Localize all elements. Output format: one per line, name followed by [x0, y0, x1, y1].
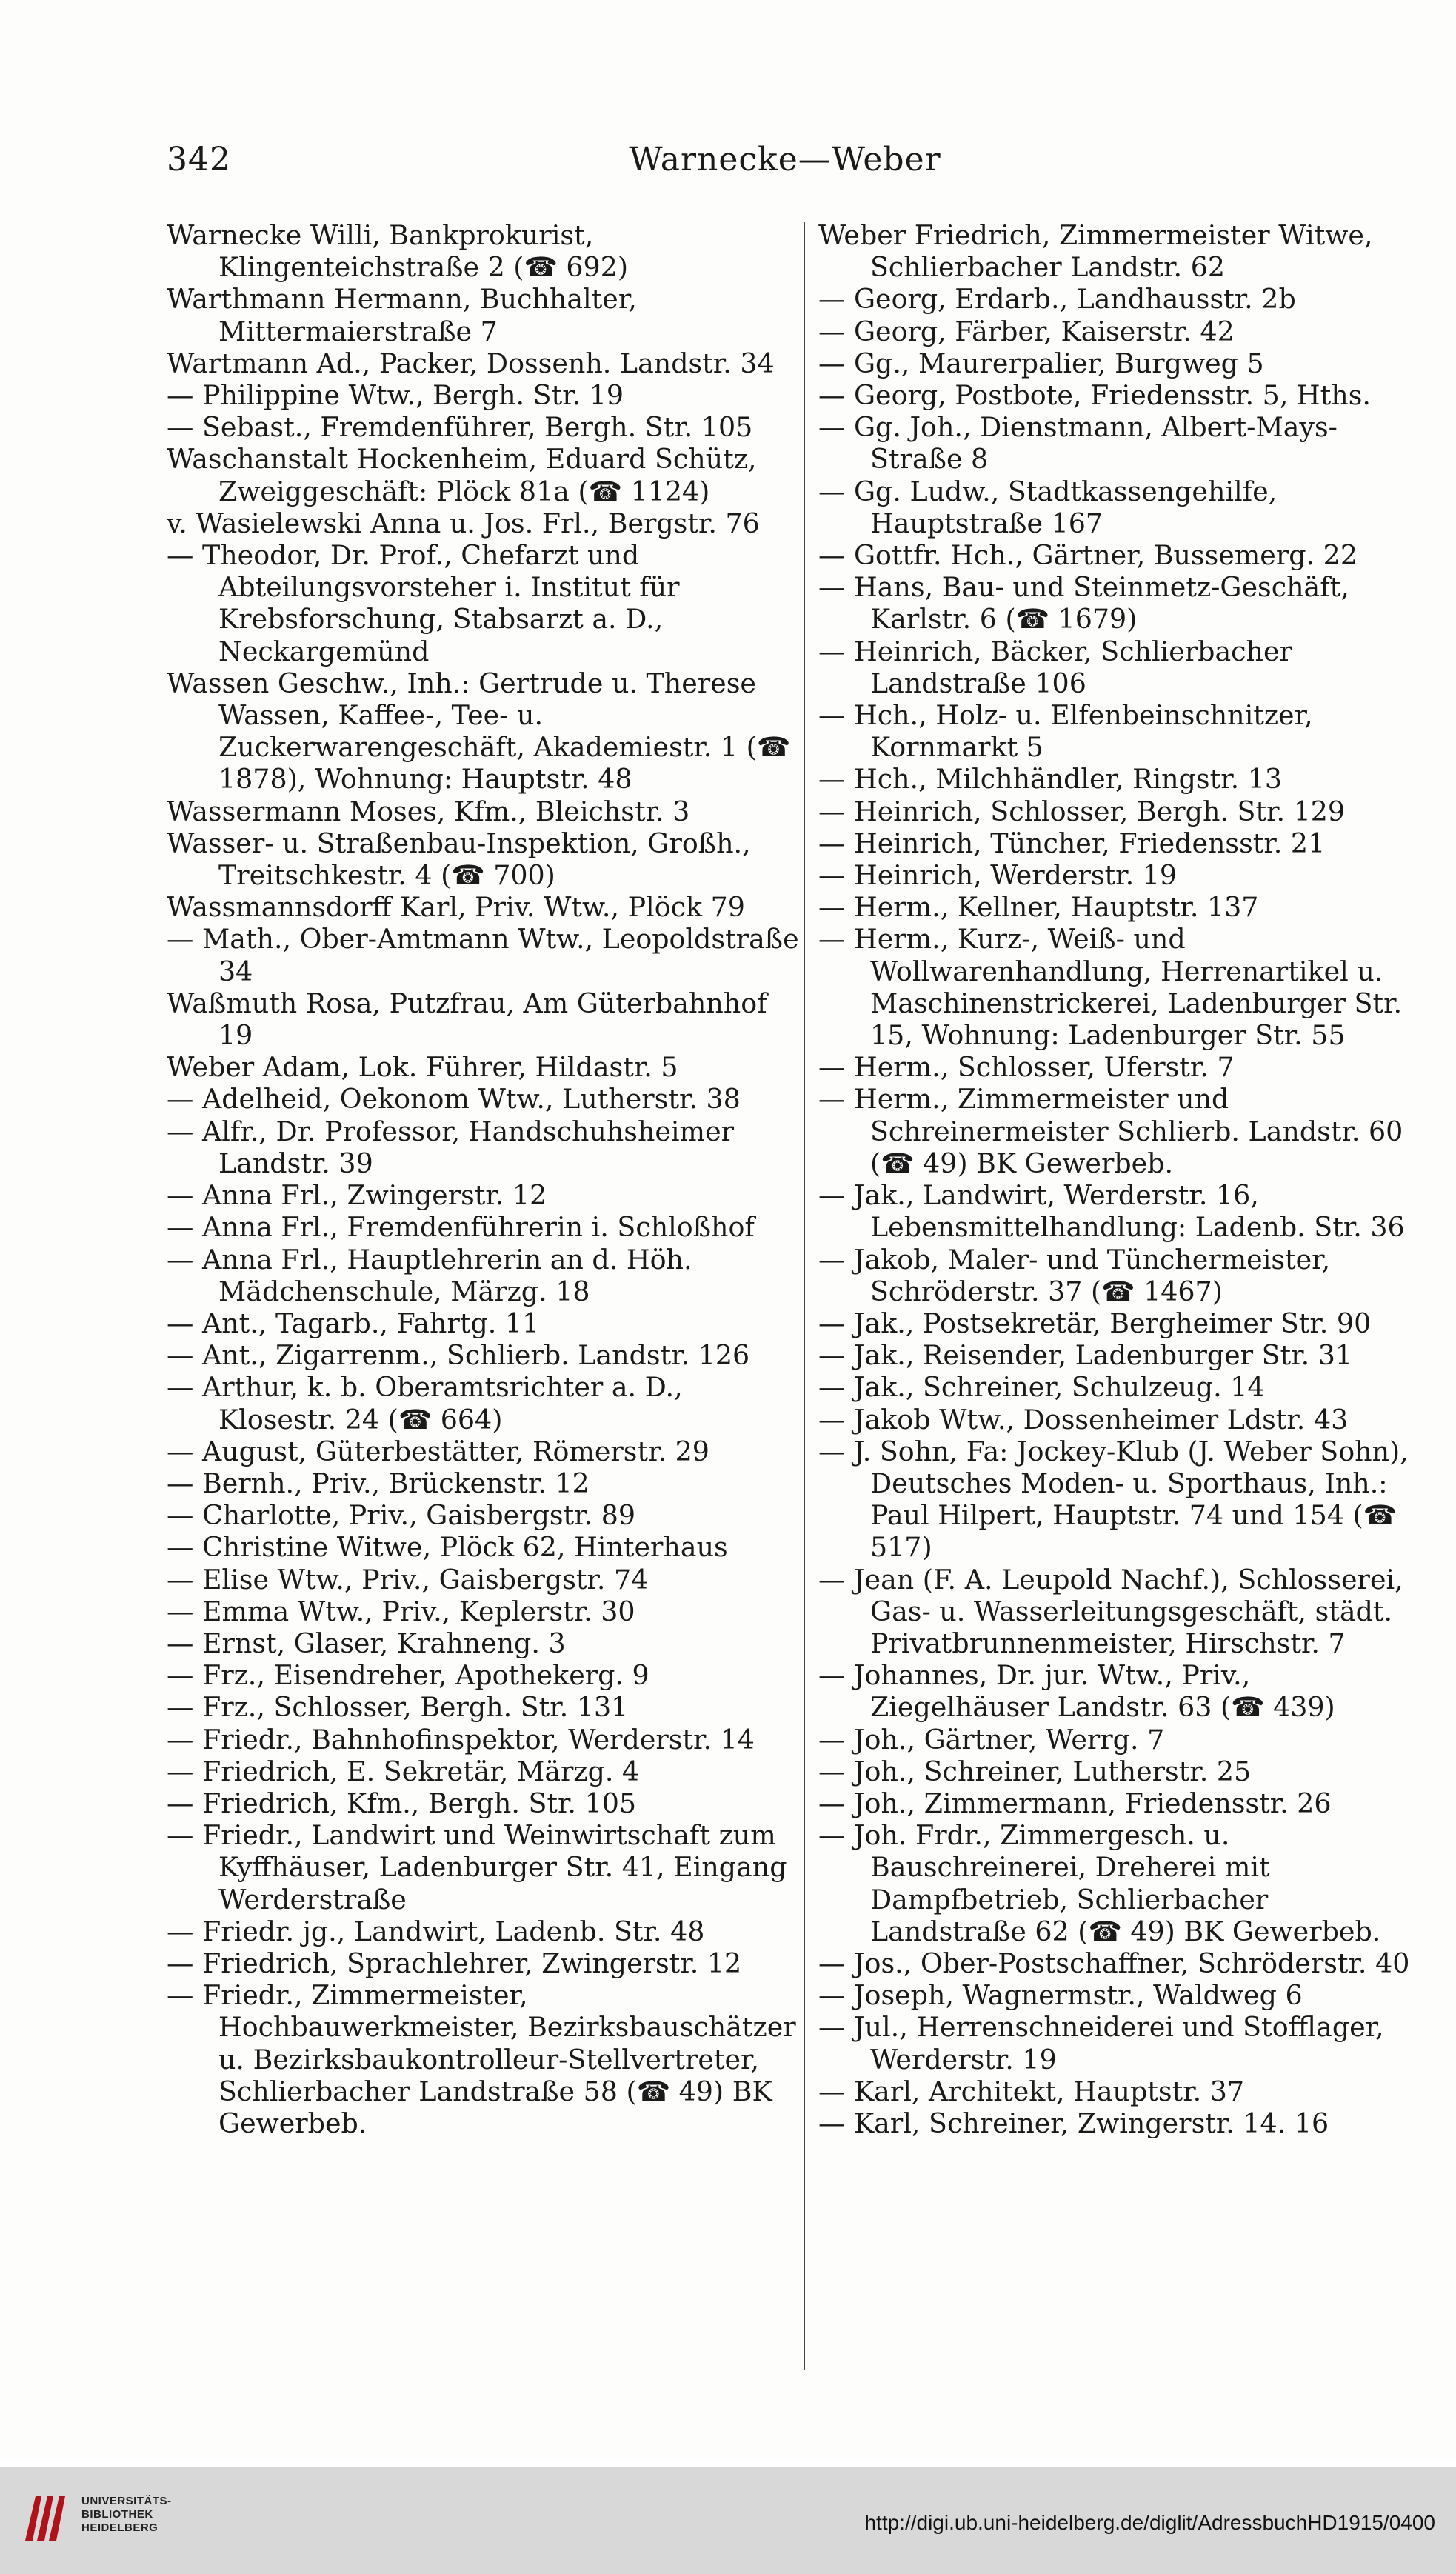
directory-entry: — Jos., Ober-Postschaffner, Schröderstr. 40 [818, 1947, 1410, 1979]
directory-entry: — Joseph, Wagnermstr., Waldweg 6 [818, 1979, 1303, 2012]
right-column [818, 219, 1426, 2367]
directory-entry: — Heinrich, Bäcker, Schlierbacher Landstraße 106 [818, 635, 1292, 699]
directory-entry: — Georg, Färber, Kaiserstr. 42 [818, 315, 1235, 347]
directory-entry: Waßmuth Rosa, Putzfrau, Am Güterbahnhof 19 [167, 987, 767, 1052]
page-header [167, 141, 1403, 193]
source-url-link[interactable]: http://digi.ub.uni-heidelberg.de/diglit/AdressbuchHD1915/0400 [864, 2511, 1435, 2534]
page-number: 342 [167, 141, 231, 179]
directory-entry: — Jak., Reisender, Ladenburger Str. 31 [818, 1339, 1353, 1372]
directory-entry: — Hans, Bau- und Steinmetz-Geschäft, Karlstr. 6 (☎ 1679) [818, 571, 1349, 636]
viewer-footer [0, 2467, 1456, 2574]
library-name-line: HEIDELBERG [81, 2521, 158, 2534]
directory-entry: Warthmann Hermann, Buchhalter, Mittermaierstraße 7 [167, 283, 637, 347]
directory-entry: — J. Sohn, Fa: Jockey-Klub (J. Weber Sohn), Deutsches Moden- u. Sporthaus, Inh.: Paul Hilpert, Hauptstr. 74 und 154 (☎ 517) [818, 1435, 1409, 1564]
directory-entry: — Adelheid, Oekonom Wtw., Lutherstr. 38 [167, 1083, 741, 1116]
library-name-line: BIBLIOTHEK [81, 2508, 153, 2521]
directory-entry: — Heinrich, Werderstr. 19 [818, 859, 1178, 892]
directory-entry: — Emma Wtw., Priv., Keplerstr. 30 [167, 1595, 635, 1627]
directory-entry: — Jak., Postsekretär, Bergheimer Str. 90 [818, 1307, 1372, 1339]
directory-entry: — Georg, Postbote, Friedensstr. 5, Hths. [818, 379, 1371, 412]
directory-entry: — Charlotte, Priv., Gaisbergstr. 89 [167, 1499, 635, 1532]
library-logo-icon[interactable] [21, 2489, 73, 2548]
directory-entry: — Gg., Maurerpalier, Burgweg 5 [818, 347, 1264, 379]
directory-entry: — Heinrich, Schlosser, Bergh. Str. 129 [818, 795, 1346, 827]
directory-entry: — Joh., Zimmermann, Friedensstr. 26 [818, 1787, 1332, 1819]
directory-entry: — Frz., Eisendreher, Apothekerg. 9 [167, 1659, 649, 1692]
directory-entry: — Elise Wtw., Priv., Gaisbergstr. 74 [167, 1563, 649, 1596]
directory-entry: — Jak., Schreiner, Schulzeug. 14 [818, 1371, 1265, 1404]
directory-entry: — Bernh., Priv., Brückenstr. 12 [167, 1467, 590, 1499]
directory-entry: — Alfr., Dr. Professor, Handschuhsheimer Landstr. 39 [167, 1115, 734, 1179]
library-name-line: UNIVERSITÄTS- [81, 2495, 172, 2507]
directory-entry: — Hch., Milchhändler, Ringstr. 13 [818, 763, 1283, 796]
directory-entry: — Math., Ober-Amtmann Wtw., Leopoldstraße 34 [167, 923, 799, 987]
directory-entry: — Frz., Schlosser, Bergh. Str. 131 [167, 1691, 629, 1724]
directory-entry: — Gg. Joh., Dienstmann, Albert-Mays-Straße 8 [818, 411, 1338, 476]
directory-entry: Wassermann Moses, Kfm., Bleichstr. 3 [167, 795, 690, 827]
directory-entry: — Ant., Tagarb., Fahrtg. 11 [167, 1307, 540, 1339]
directory-entry: — Herm., Kellner, Hauptstr. 137 [818, 891, 1259, 924]
directory-entry: — August, Güterbestätter, Römerstr. 29 [167, 1435, 709, 1467]
directory-entry: — Herm., Zimmermeister und Schreinermeister Schlierb. Landstr. 60 (☎ 49) BK Gewerbeb. [818, 1083, 1403, 1179]
directory-entry: — Jean (F. A. Leupold Nachf.), Schlosserei, Gas- u. Wasserleitungsgeschäft, städt. Privatbrunnenmeister, Hirschstr. 7 [818, 1563, 1403, 1659]
directory-entry: — Friedrich, Kfm., Bergh. Str. 105 [167, 1787, 637, 1819]
directory-entry: v. Wasielewski Anna u. Jos. Frl., Bergstr. 76 [167, 507, 760, 539]
directory-entry: — Joh., Schreiner, Lutherstr. 25 [818, 1755, 1252, 1787]
directory-entry: Weber Friedrich, Zimmermeister Witwe, Schlierbacher Landstr. 62 [818, 219, 1373, 284]
directory-entry: — Philippine Wtw., Bergh. Str. 19 [167, 379, 624, 412]
directory-entry: — Gottfr. Hch., Gärtner, Bussemerg. 22 [818, 539, 1358, 572]
directory-entry: — Karl, Architekt, Hauptstr. 37 [818, 2075, 1245, 2107]
directory-entry: — Friedrich, Sprachlehrer, Zwingerstr. 12 [167, 1947, 742, 1979]
directory-entry: — Gg. Ludw., Stadtkassengehilfe, Hauptstraße 167 [818, 475, 1278, 539]
directory-entry: — Jul., Herrenschneiderei und Stofflager, Werderstr. 19 [818, 2011, 1384, 2075]
directory-entry: — Sebast., Fremdenführer, Bergh. Str. 105 [167, 411, 753, 444]
directory-entry: — Anna Frl., Zwingerstr. 12 [167, 1179, 547, 1212]
directory-entry: — Friedr., Zimmermeister, Hochbauwerkmeister, Bezirksbauschätzer u. Bezirksbaukontrolleur-Stellvertreter, Schlierbacher Landstraße 58 (☎ 49) BK Gewerbeb. [167, 1979, 796, 2139]
directory-entry: — Hch., Holz- u. Elfenbeinschnitzer, Kornmarkt 5 [818, 699, 1313, 764]
directory-entry: — Friedrich, E. Sekretär, Märzg. 4 [167, 1755, 640, 1787]
directory-entry: — Karl, Schreiner, Zwingerstr. 14. 16 [818, 2107, 1329, 2139]
directory-entry: Wassmannsdorff Karl, Priv. Wtw., Plöck 79 [167, 891, 745, 924]
directory-entry: — Theodor, Dr. Prof., Chefarzt und Abteilungsvorsteher i. Institut für Krebsforschung, Stabsarzt a. D., Neckargemünd [167, 539, 680, 667]
directory-entry: — Friedr., Bahnhofinspektor, Werderstr. 14 [167, 1723, 755, 1756]
directory-entry: Wassen Geschw., Inh.: Gertrude u. Therese Wassen, Kaffee-, Tee- u. Zuckerwarengeschäft, Akademiestr. 1 (☎ 1878), Wohnung: Hauptstr. 48 [167, 667, 791, 796]
directory-entry: — Heinrich, Tüncher, Friedensstr. 21 [818, 827, 1326, 859]
directory-entry: — Johannes, Dr. jur. Wtw., Priv., Ziegelhäuser Landstr. 63 (☎ 439) [818, 1659, 1335, 1724]
directory-entry: — Georg, Erdarb., Landhausstr. 2b [818, 283, 1296, 316]
directory-entry: — Joh., Gärtner, Werrg. 7 [818, 1723, 1165, 1756]
left-column [167, 219, 800, 2367]
directory-entry: — Friedr. jg., Landwirt, Ladenb. Str. 48 [167, 1915, 705, 1947]
directory-entry: — Friedr., Landwirt und Weinwirtschaft zum Kyffhäuser, Ladenburger Str. 41, Eingang Werderstraße [167, 1819, 787, 1916]
directory-entry: — Christine Witwe, Plöck 62, Hinterhaus [167, 1531, 728, 1564]
directory-entry: Warnecke Willi, Bankprokurist, Klingenteichstraße 2 (☎ 692) [167, 219, 629, 284]
directory-entry: — Jak., Landwirt, Werderstr. 16, Lebensmittelhandlung: Ladenb. Str. 36 [818, 1179, 1405, 1244]
column-divider [804, 222, 805, 2370]
directory-entry: — Ernst, Glaser, Krahneng. 3 [167, 1627, 566, 1659]
directory-entry: — Anna Frl., Hauptlehrerin an d. Höh. Mädchenschule, Märzg. 18 [167, 1243, 692, 1307]
directory-entry: — Herm., Schlosser, Uferstr. 7 [818, 1051, 1235, 1084]
running-title: Warnecke—Weber [629, 141, 941, 179]
directory-entry: — Jakob Wtw., Dossenheimer Ldstr. 43 [818, 1403, 1349, 1436]
directory-entry: — Herm., Kurz-, Weiß- und Wollwarenhandlung, Herrenartikel u. Maschinenstrickerei, Ladenburger Str. 15, Wohnung: Ladenburger Str. 55 [818, 923, 1403, 1052]
directory-entry: — Ant., Zigarrenm., Schlierb. Landstr. 126 [167, 1339, 750, 1372]
directory-entry: Wasser- u. Straßenbau-Inspektion, Großh., Treitschkestr. 4 (☎ 700) [167, 827, 751, 892]
directory-entry: — Joh. Frdr., Zimmergesch. u. Bauschreinerei, Dreherei mit Dampfbetrieb, Schlierbacher Landstraße 62 (☎ 49) BK Gewerbeb. [818, 1819, 1381, 1947]
directory-entry: Weber Adam, Lok. Führer, Hildastr. 5 [167, 1051, 678, 1084]
directory-entry: — Anna Frl., Fremdenführerin i. Schloßhof [167, 1211, 755, 1244]
directory-entry: Wartmann Ad., Packer, Dossenh. Landstr. 34 [167, 347, 775, 379]
library-name [81, 2495, 172, 2535]
directory-entry: Waschanstalt Hockenheim, Eduard Schütz, Zweiggeschäft: Plöck 81a (☎ 1124) [167, 443, 757, 507]
directory-entry: — Arthur, k. b. Oberamtsrichter a. D., Klosestr. 24 (☎ 664) [167, 1371, 683, 1436]
directory-entry: — Jakob, Maler- und Tünchermeister, Schröderstr. 37 (☎ 1467) [818, 1243, 1331, 1307]
